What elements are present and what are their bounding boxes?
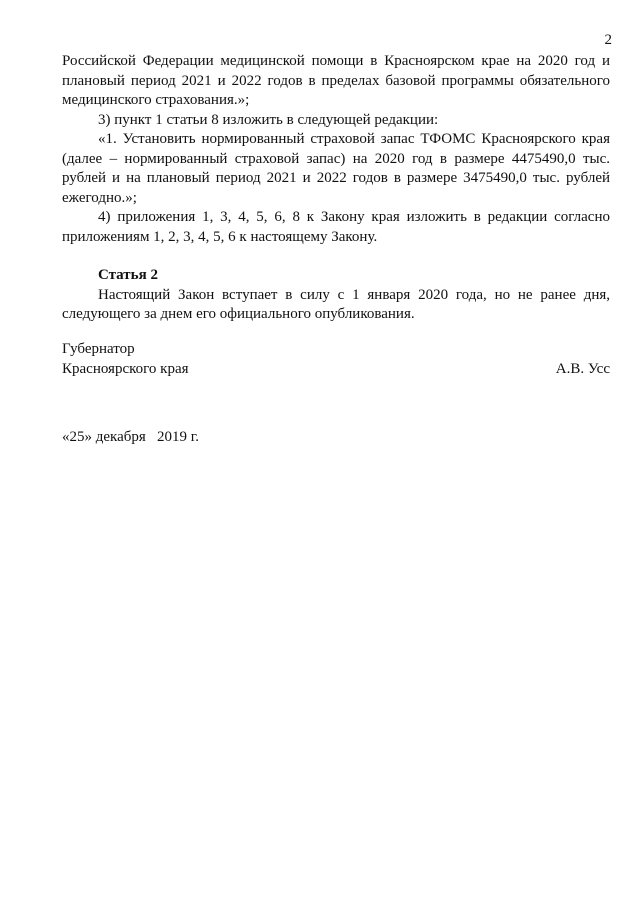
document-body <box>62 52 610 325</box>
article-text: Настоящий Закон вступает в силу с 1 января 2020 года, но не ранее дня, следующего за днем его официального опубликования. <box>62 286 610 322</box>
signature-block <box>62 340 610 379</box>
signature-name: А.В. Усс <box>555 360 610 377</box>
page-number: 2 <box>604 32 612 48</box>
signature-position-line1: Губернатор <box>62 341 135 357</box>
paragraph-quote-1: «1. Установить нормированный страховой запас ТФОМС Красноярского края (далее – нормированный страховой запас) на 2020 год в размере 4475490,0 тыс. рублей и на плановый период 2021 и 2022 годов в размере 3475490,0 тыс. рублей ежегодно.»; <box>62 131 610 206</box>
signature-row <box>62 360 610 380</box>
paragraph-item-4: 4) приложения 1, 3, 4, 5, 6, 8 к Закону края изложить в редакции согласно приложениям 1, 2, 3, 4, 5, 6 к настоящему Закону. <box>62 209 610 245</box>
paragraph-continuation: Российской Федерации медицинской помощи в Красноярском крае на 2020 год и плановый период 2021 и 2022 годов в пределах базовой программы обязательного медицинского страхования.»; <box>62 53 610 108</box>
paragraph-item-3: 3) пункт 1 статьи 8 изложить в следующей редакции: <box>98 111 439 128</box>
signature-position-line2: Красноярского края <box>62 360 189 377</box>
article-heading: Статья 2 <box>98 267 158 283</box>
document-date: «25» декабря 2019 г. <box>62 429 199 445</box>
